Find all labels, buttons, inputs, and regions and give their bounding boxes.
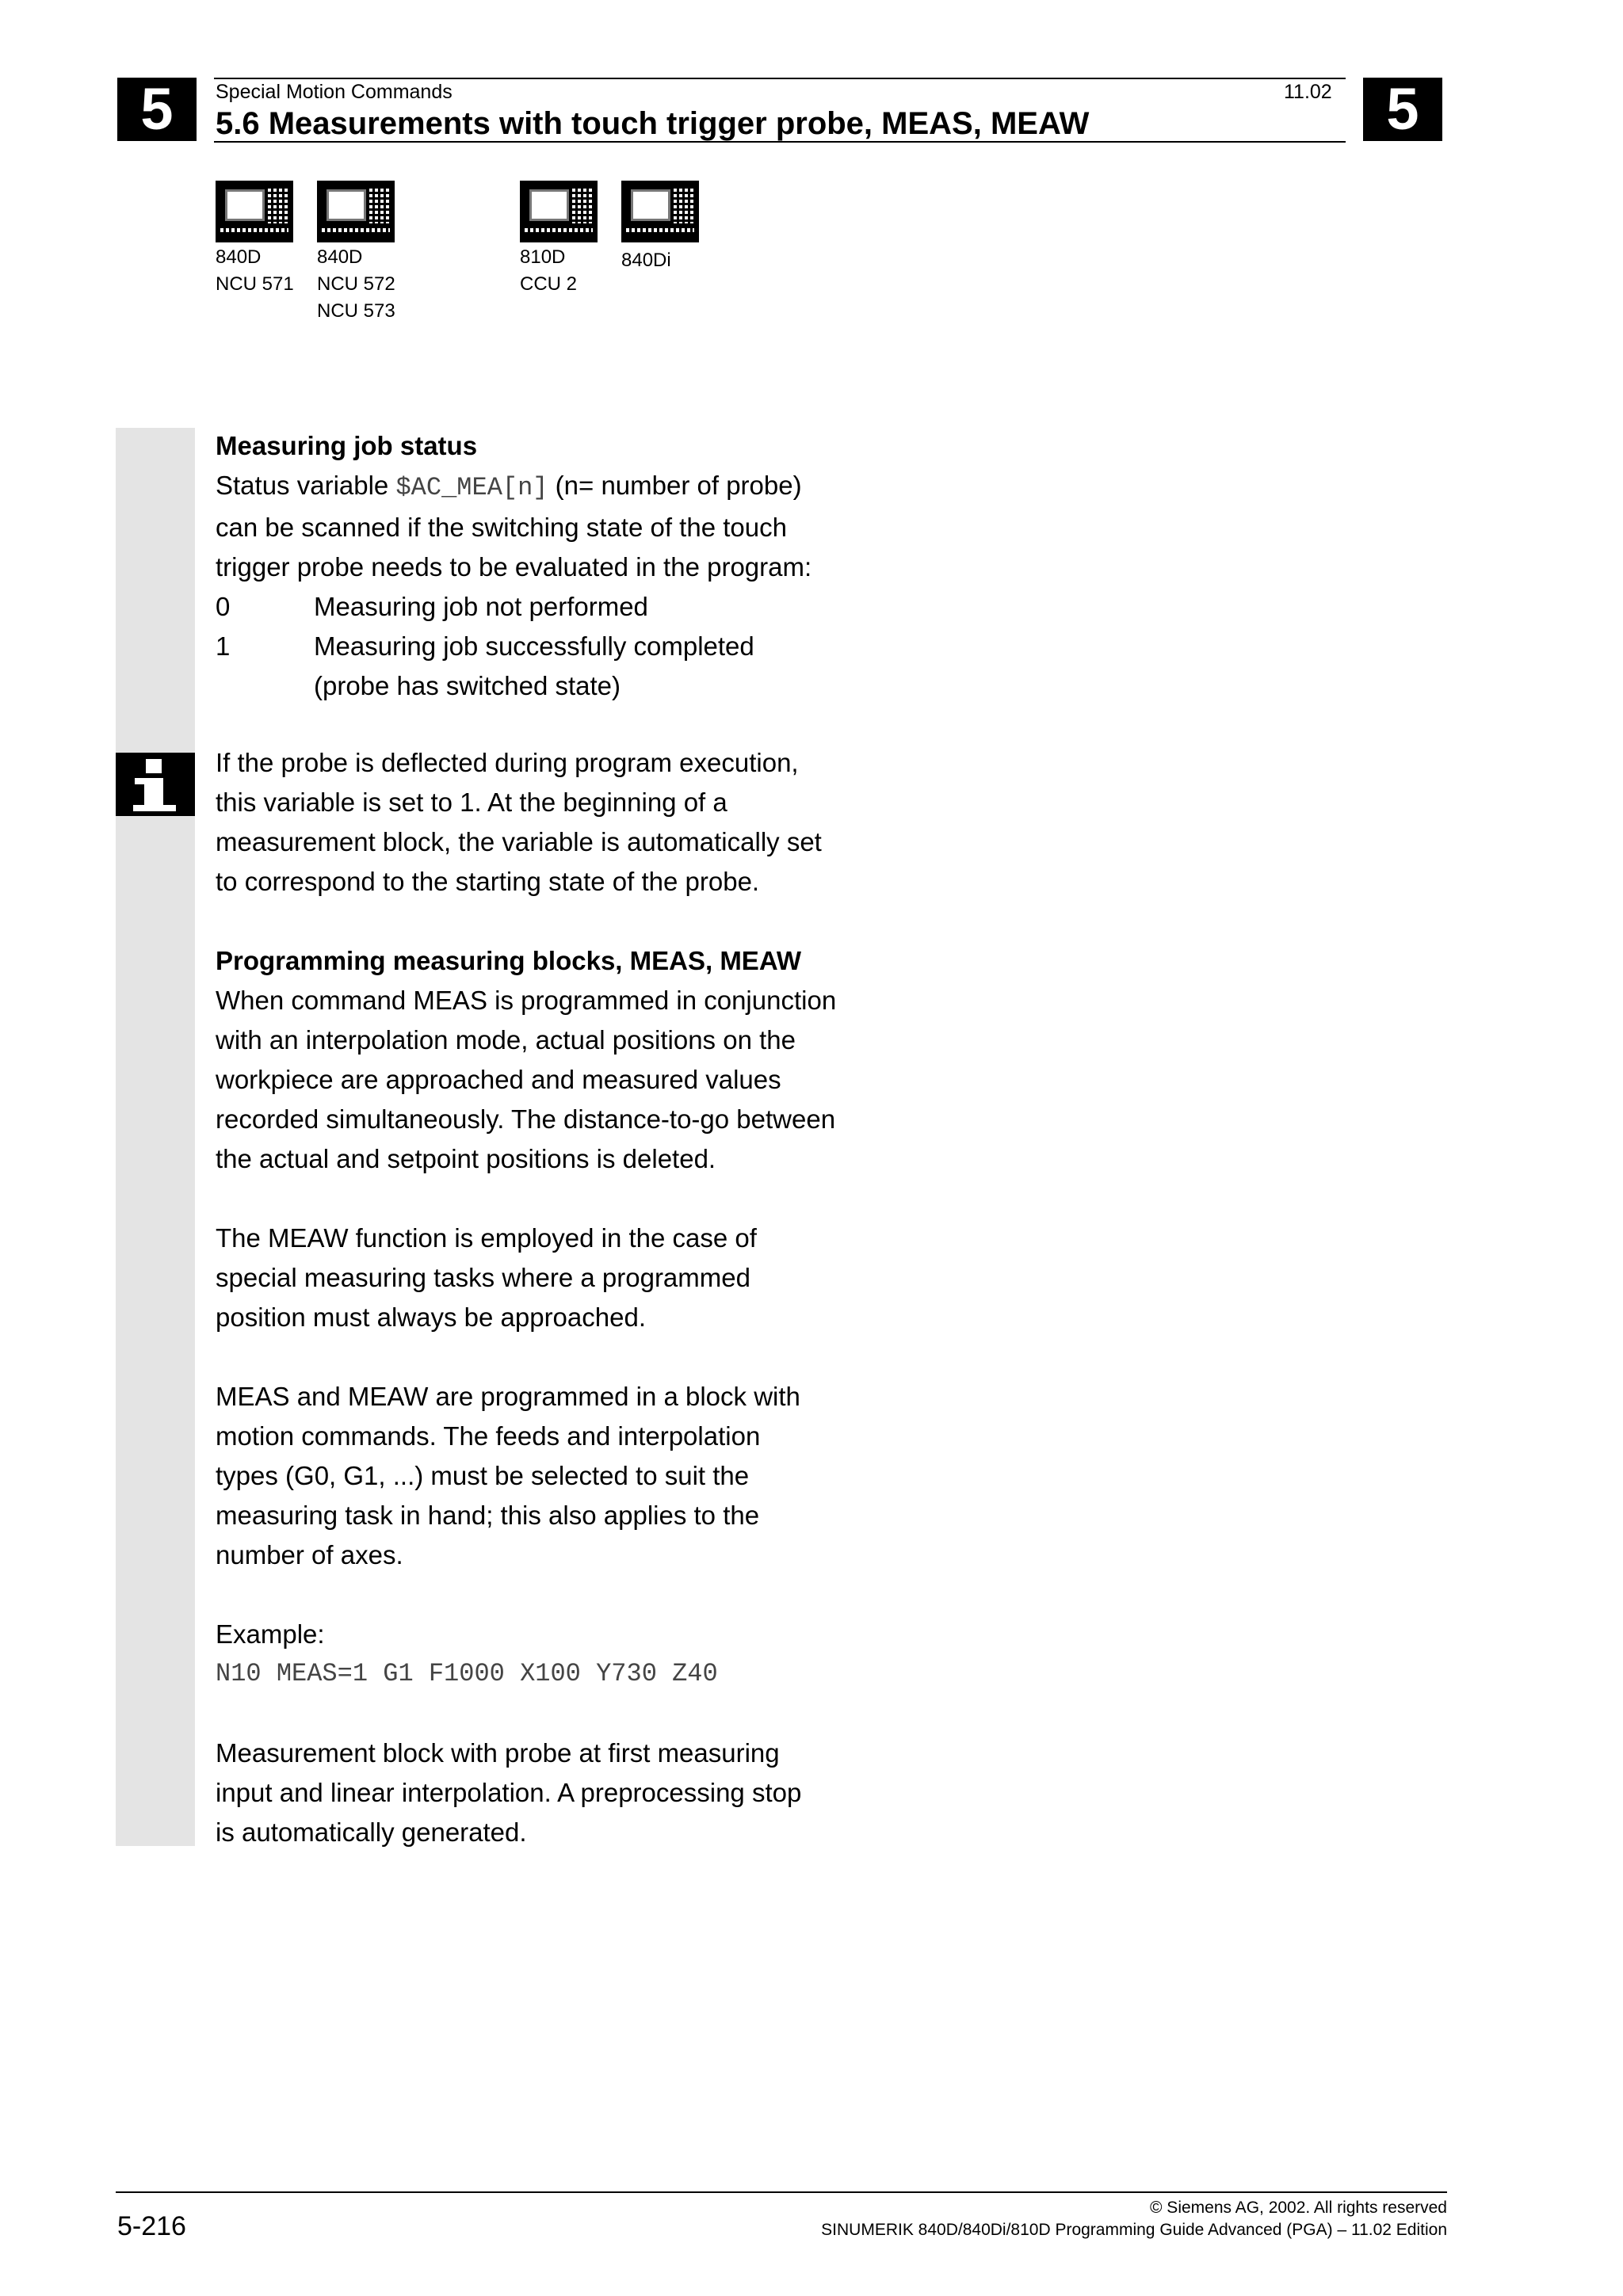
status-item: 1 Measuring job successfully completed [216, 631, 754, 661]
info-icon [116, 753, 195, 816]
margin-bar [116, 428, 195, 1846]
control-label: 840D NCU 572 NCU 573 [317, 246, 395, 322]
meas-meaw-paragraph: MEAS and MEAW are programmed in a block with motion commands. The feeds and interpolation types (G0, G1, ...) must be selected to suit the measuring task in hand; this also applies to the number of axes. [216, 1382, 800, 1569]
control-unit-icon-840di [621, 181, 699, 242]
info-paragraph: If the probe is deflected during program execution, this variable is set to 1. At the beginning of a measurement block, the variable is automatically set to correspond to the starting state of the probe. [216, 748, 822, 896]
copyright-notice: © Siemens AG, 2002. All rights reserved [1150, 2199, 1447, 2217]
status-variable-code: $AC_MEA[n] [395, 473, 548, 502]
example-code: N10 MEAS=1 G1 F1000 X100 Y730 Z40 [216, 1659, 718, 1688]
control-label: 810D CCU 2 [520, 246, 578, 295]
page-title: 5.6 Measurements with touch trigger probe, MEAS, MEAW [216, 106, 1090, 141]
status-section: Measuring job status Status variable $AC_MEA[n] (n= number of probe) can be scanned if the switching state of the touch trigger probe needs to be evaluated in the program: 0 Measuring job not performed 1 Measuring job successfully completed (probe has switched state) [216, 426, 897, 706]
control-label: 840D NCU 571 [216, 246, 294, 295]
control-unit-icon-840d-ncu571 [216, 181, 293, 242]
control-label: 840Di [621, 250, 671, 271]
example-label: Example: [216, 1619, 325, 1649]
meaw-paragraph: The MEAW function is employed in the case of special measuring tasks where a programmed position must always be approached. [216, 1223, 757, 1332]
status-heading: Measuring job status [216, 431, 478, 460]
header-bottom-rule [214, 141, 1346, 143]
section-label: Special Motion Commands [216, 81, 453, 103]
programming-heading: Programming measuring blocks, MEAS, MEAW [216, 946, 801, 975]
status-text: Status variable $AC_MEA[n] (n= number of probe) [216, 471, 802, 502]
book-title: SINUMERIK 840D/840Di/810D Programming Guide Advanced (PGA) – 11.02 Edition [821, 2221, 1447, 2239]
page-number: 5-216 [117, 2211, 186, 2241]
control-unit-icon-810d [520, 181, 598, 242]
programming-section: Programming measuring blocks, MEAS, MEAW When command MEAS is programmed in conjunction with an interpolation mode, actual positions on the workpiece are approached and measured values recorded simultaneously. The distance-to-go between the actual and setpoint positions is deleted. [216, 941, 897, 1179]
footer-rule [116, 2191, 1447, 2193]
edition-label: 11.02 [1284, 81, 1332, 103]
chapter-tab-left: 5 [117, 78, 197, 141]
example-section [216, 1615, 897, 1694]
status-item: 0 Measuring job not performed [216, 592, 648, 621]
control-unit-icon-840d-ncu572 [317, 181, 395, 242]
chapter-tab-right: 5 [1363, 78, 1442, 141]
example-description: Measurement block with probe at first measuring input and linear interpolation. A preprocessing stop is automatically generated. [216, 1738, 802, 1847]
header-top-rule [214, 78, 1346, 79]
